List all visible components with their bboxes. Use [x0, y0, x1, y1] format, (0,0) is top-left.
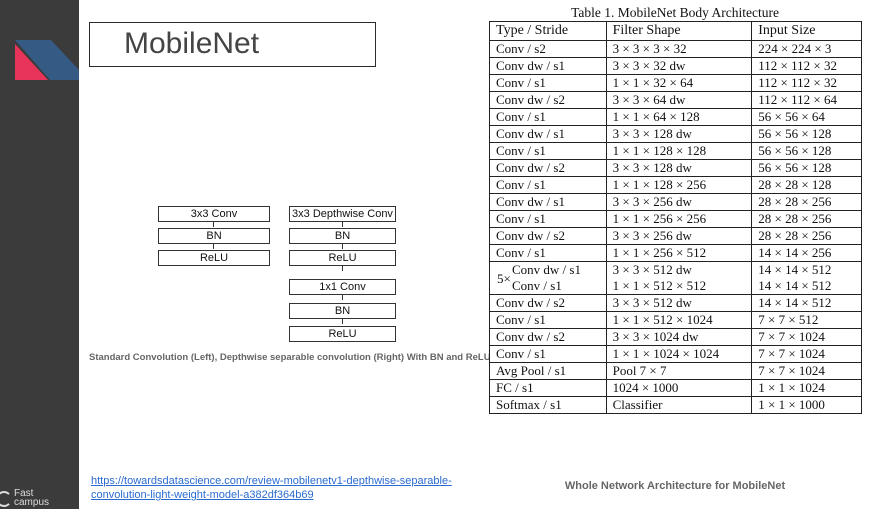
cell-input: 56 × 56 × 128: [752, 143, 862, 160]
dw-block-bn-2: BN: [289, 303, 396, 319]
cell-input: 14 × 14 × 512: [752, 295, 862, 312]
cell-type: Conv dw / s2: [490, 329, 607, 346]
cell-type: Conv / s1: [490, 346, 607, 363]
cell-filter: 3 × 3 × 512 dw: [606, 295, 752, 312]
cell-type: Conv dw / s1: [490, 58, 607, 75]
table-row: [490, 363, 862, 380]
std-block-relu: ReLU: [158, 250, 270, 266]
table-row: [490, 329, 862, 346]
dw-block-pointwise-conv: 1x1 Conv: [289, 279, 396, 295]
cell-input: 7 × 7 × 1024: [752, 329, 862, 346]
dw-block-relu-2: ReLU: [289, 326, 396, 342]
std-connector: [213, 222, 214, 227]
cell-type: Conv dw / s2: [490, 160, 607, 177]
cell-filter: 3 × 3 × 1024 dw: [606, 329, 752, 346]
dw-block-bn: BN: [289, 228, 396, 244]
table-row: [490, 397, 862, 414]
table-row: [490, 211, 862, 228]
cell-input: 56 × 56 × 64: [752, 109, 862, 126]
dw-connector: [342, 295, 343, 300]
table-header-row: [490, 22, 862, 41]
cell-filter: Pool 7 × 7: [606, 363, 752, 380]
logo-line1: Fast: [14, 488, 34, 499]
cell-filter: 3 × 3 × 128 dw: [606, 160, 752, 177]
cell-filter: 1 × 1 × 128 × 256: [606, 177, 752, 194]
cell-type: Conv / s1: [490, 143, 607, 160]
table-row: [490, 346, 862, 363]
dw-connector: [342, 266, 343, 271]
dw-block-relu: ReLU: [289, 250, 396, 266]
logo-icon: [0, 491, 12, 507]
header-filter-shape: Filter Shape: [606, 22, 752, 41]
table-row: [490, 41, 862, 58]
cell-filter: 1 × 1 × 1024 × 1024: [606, 346, 752, 363]
table-row: [490, 75, 862, 92]
table-caption: Table 1. MobileNet Body Architecture: [571, 5, 779, 20]
table-row: [490, 109, 862, 126]
repeat-filter-2: 1 × 1 × 512 × 512: [612, 278, 707, 293]
cell-input-repeat: [752, 262, 862, 295]
header-type-stride: Type / Stride: [490, 22, 607, 41]
table-row: [490, 126, 862, 143]
header-input-size: Input Size: [752, 22, 862, 41]
cell-type: FC / s1: [490, 380, 607, 397]
repeat-filter-1: 3 × 3 × 512 dw: [612, 262, 692, 277]
cell-type: Conv dw / s2: [490, 92, 607, 109]
table-row: [490, 380, 862, 397]
std-block-conv: 3x3 Conv: [158, 206, 270, 222]
cell-type: Conv dw / s2: [490, 295, 607, 312]
cell-input: 7 × 7 × 512: [752, 312, 862, 329]
cell-input: 224 × 224 × 3: [752, 41, 862, 58]
dw-connector: [342, 319, 343, 324]
repeat-input-2: 14 × 14 × 512: [758, 278, 832, 293]
repeat-type-2: Conv / s1: [512, 278, 562, 293]
cell-filter: 3 × 3 × 64 dw: [606, 92, 752, 109]
cell-input: 56 × 56 × 128: [752, 126, 862, 143]
architecture-caption: Whole Network Architecture for MobileNet: [564, 480, 786, 492]
cell-filter: 1 × 1 × 512 × 1024: [606, 312, 752, 329]
table-row: [490, 245, 862, 262]
cell-filter: 3 × 3 × 128 dw: [606, 126, 752, 143]
cell-type: Conv dw / s2: [490, 228, 607, 245]
dw-connector: [342, 222, 343, 227]
logo-line2: campus: [14, 497, 50, 508]
cell-type: Conv dw / s1: [490, 194, 607, 211]
cell-type: Conv dw / s1: [490, 126, 607, 143]
source-link[interactable]: https://towardsdatascience.com/review-mobilenetv1-depthwise-separable-convolution-light-weight-model-a382df364b69: [91, 475, 452, 501]
cell-filter: Classifier: [606, 397, 752, 414]
cell-type: Avg Pool / s1: [490, 363, 607, 380]
cell-input: 7 × 7 × 1024: [752, 363, 862, 380]
cell-type: Conv / s1: [490, 312, 607, 329]
cell-type: Conv / s2: [490, 41, 607, 58]
cell-filter: 3 × 3 × 256 dw: [606, 194, 752, 211]
dw-connector: [342, 244, 343, 249]
cell-type: Conv / s1: [490, 211, 607, 228]
repeat-multiplier: 5×: [497, 271, 511, 286]
cell-filter-repeat: [606, 262, 752, 295]
cell-input: 112 × 112 × 32: [752, 58, 862, 75]
std-connector: [213, 244, 214, 249]
cell-input: 14 × 14 × 256: [752, 245, 862, 262]
table-row: [490, 92, 862, 109]
cell-filter: 3 × 3 × 3 × 32: [606, 41, 752, 58]
table-row: [490, 58, 862, 75]
cell-type: Softmax / s1: [490, 397, 607, 414]
title-box: [89, 22, 376, 67]
repeat-input-1: 14 × 14 × 512: [758, 262, 832, 277]
cell-input: 7 × 7 × 1024: [752, 346, 862, 363]
architecture-table: [489, 21, 862, 414]
table-row-repeat: [490, 262, 862, 295]
table-row: [490, 160, 862, 177]
cell-filter: 1 × 1 × 64 × 128: [606, 109, 752, 126]
repeat-type-1: Conv dw / s1: [512, 262, 581, 277]
slide-title: MobileNet: [124, 27, 260, 60]
cell-type: Conv / s1: [490, 109, 607, 126]
cell-input: 1 × 1 × 1024: [752, 380, 862, 397]
cell-filter: 1 × 1 × 256 × 512: [606, 245, 752, 262]
cell-input: 28 × 28 × 256: [752, 228, 862, 245]
cell-filter: 1 × 1 × 128 × 128: [606, 143, 752, 160]
accent-triangle-icon: [0, 0, 79, 80]
cell-filter: 3 × 3 × 256 dw: [606, 228, 752, 245]
cell-type: Conv / s1: [490, 245, 607, 262]
table-row: [490, 312, 862, 329]
cell-input: 112 × 112 × 32: [752, 75, 862, 92]
cell-input: 28 × 28 × 256: [752, 211, 862, 228]
std-block-bn: BN: [158, 228, 270, 244]
cell-type: Conv / s1: [490, 177, 607, 194]
cell-filter: 1 × 1 × 32 × 64: [606, 75, 752, 92]
cell-filter: 3 × 3 × 32 dw: [606, 58, 752, 75]
cell-input: 1 × 1 × 1000: [752, 397, 862, 414]
fastcampus-logo: [0, 487, 79, 509]
table-row: [490, 295, 862, 312]
table-row: [490, 194, 862, 211]
cell-input: 28 × 28 × 256: [752, 194, 862, 211]
cell-filter: 1 × 1 × 256 × 256: [606, 211, 752, 228]
cell-type: Conv / s1: [490, 75, 607, 92]
table-row: [490, 228, 862, 245]
cell-filter: 1024 × 1000: [606, 380, 752, 397]
cell-input: 28 × 28 × 128: [752, 177, 862, 194]
table-row: [490, 143, 862, 160]
table-row: [490, 177, 862, 194]
dw-block-conv: 3x3 Depthwise Conv: [289, 206, 396, 222]
diagram-caption: Standard Convolution (Left), Depthwise separable convolution (Right) With BN and ReLU: [89, 352, 491, 363]
cell-type-repeat: [490, 262, 607, 295]
cell-input: 56 × 56 × 128: [752, 160, 862, 177]
cell-input: 112 × 112 × 64: [752, 92, 862, 109]
